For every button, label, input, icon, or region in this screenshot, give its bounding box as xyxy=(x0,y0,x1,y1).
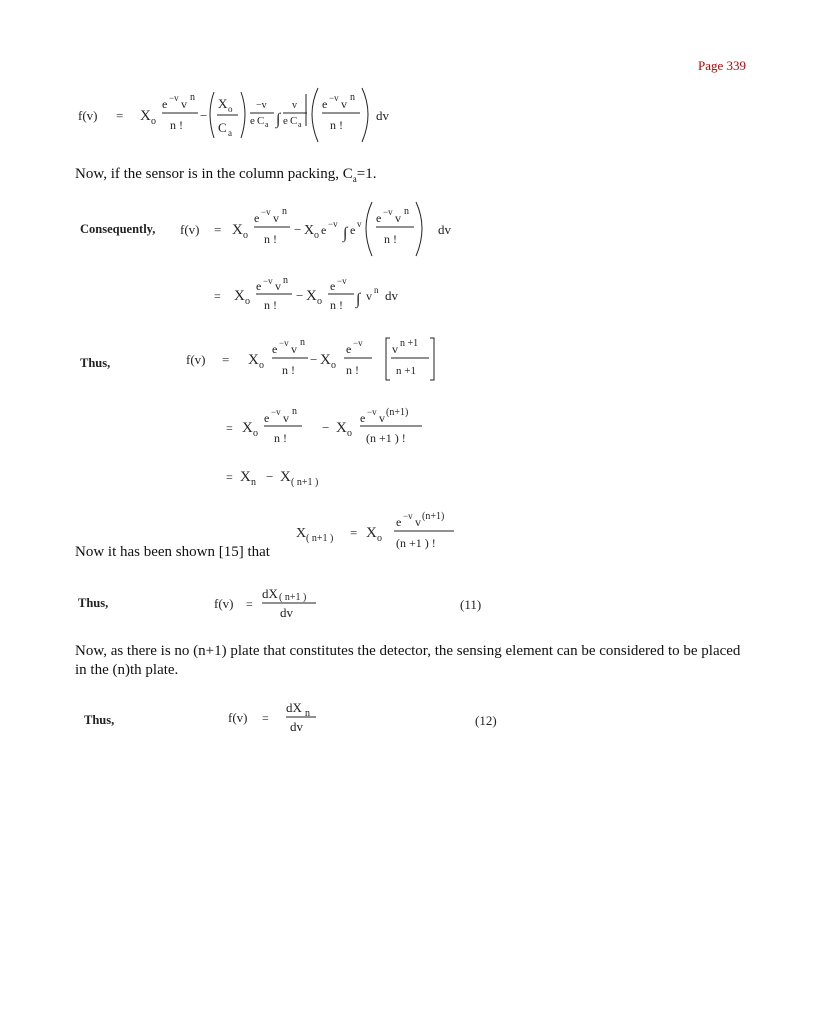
svg-text:v: v xyxy=(341,97,347,111)
svg-text:X: X xyxy=(248,352,259,368)
svg-text:f(v): f(v) xyxy=(228,710,248,725)
svg-text:=: = xyxy=(226,470,233,484)
column-packing-text: Now, if the sensor is in the column packing, $C_a=1$. xyxy=(75,166,377,184)
svg-text:∫: ∫ xyxy=(343,225,348,242)
svg-text:X: X xyxy=(320,352,331,368)
svg-text:X: X xyxy=(296,526,307,541)
svg-text:−v: −v xyxy=(353,338,363,348)
svg-text:n: n xyxy=(300,337,305,348)
svg-text:o: o xyxy=(331,360,336,371)
svg-text:∫: ∫ xyxy=(356,291,361,308)
svg-text:n: n xyxy=(305,708,310,719)
svg-text:n !: n ! xyxy=(330,118,343,132)
svg-text:dX: dX xyxy=(262,586,278,601)
svg-text:e: e xyxy=(264,411,270,425)
svg-text:(n +1 ) !: (n +1 ) ! xyxy=(396,536,436,550)
svg-text:v: v xyxy=(292,100,297,111)
svg-text:n: n xyxy=(283,275,288,286)
svg-text:dv: dv xyxy=(438,222,451,237)
svg-text:v: v xyxy=(275,279,281,293)
equation-number-12: (12) xyxy=(475,713,497,728)
svg-text:e: e xyxy=(256,279,262,293)
svg-text:o: o xyxy=(228,104,233,114)
svg-text:e: e xyxy=(350,223,356,237)
svg-text:e: e xyxy=(396,515,402,529)
svg-text:n: n xyxy=(374,285,379,295)
svg-text:=: = xyxy=(214,289,221,303)
svg-text:dv: dv xyxy=(290,719,303,734)
svg-text:v: v xyxy=(357,219,362,229)
svg-text:∫: ∫ xyxy=(276,111,281,128)
svg-text:=: = xyxy=(222,352,230,367)
svg-text:−v: −v xyxy=(263,276,273,286)
equation-integrated xyxy=(186,334,456,390)
svg-text:−v: −v xyxy=(329,93,339,103)
svg-text:−v: −v xyxy=(271,407,281,417)
svg-text:n !: n ! xyxy=(274,431,287,445)
svg-text:a: a xyxy=(228,128,232,138)
svg-text:n !: n ! xyxy=(384,232,397,246)
equation-number-11: (11) xyxy=(460,597,482,612)
svg-text:e: e xyxy=(321,223,327,237)
svg-text:n: n xyxy=(350,92,355,103)
svg-text:v: v xyxy=(273,211,279,225)
svg-text:n !: n ! xyxy=(346,363,359,377)
svg-text:n !: n ! xyxy=(282,363,295,377)
svg-text:e: e xyxy=(346,342,352,356)
svg-text:v: v xyxy=(181,97,187,111)
svg-text:n +1: n +1 xyxy=(396,365,416,377)
svg-text:(n+1): (n+1) xyxy=(386,407,409,418)
svg-text:o: o xyxy=(243,230,248,241)
svg-text:e: e xyxy=(283,115,288,127)
svg-text:−: − xyxy=(310,352,318,367)
svg-text:v: v xyxy=(291,342,297,356)
svg-text:X: X xyxy=(304,223,315,238)
svg-text:n !: n ! xyxy=(264,232,277,246)
equation-consequently xyxy=(180,196,500,258)
svg-text:−v: −v xyxy=(261,207,271,217)
equation-general xyxy=(78,86,418,148)
svg-text:e: e xyxy=(376,211,382,225)
svg-text:v: v xyxy=(283,411,289,425)
svg-text:=: = xyxy=(350,525,358,540)
svg-text:e: e xyxy=(250,115,255,127)
svg-text:dX: dX xyxy=(286,700,302,715)
equation-12 xyxy=(228,698,328,738)
svg-text:f(v): f(v) xyxy=(186,352,206,367)
fv-label: f(v) xyxy=(78,108,98,123)
svg-text:e: e xyxy=(322,97,328,111)
svg-text:−v: −v xyxy=(279,338,289,348)
svg-text:−v: −v xyxy=(337,276,347,286)
svg-text:−: − xyxy=(296,288,304,303)
svg-text:−v: −v xyxy=(367,407,377,417)
svg-text:( n+1 ): ( n+1 ) xyxy=(291,477,319,488)
svg-text:dv: dv xyxy=(376,108,389,123)
svg-text:X: X xyxy=(366,525,377,541)
svg-text:( n+1 ): ( n+1 ) xyxy=(306,533,334,544)
svg-text:n: n xyxy=(251,477,256,488)
no-plate-text: Now, as there is no (n+1) plate that constitutes the detector, the sensing element can be considered to be placed in the (n)th plate. xyxy=(75,643,741,678)
svg-text:X: X xyxy=(306,288,317,304)
svg-text:n !: n ! xyxy=(170,118,183,132)
svg-text:o: o xyxy=(253,428,258,439)
svg-text:( n+1 ): ( n+1 ) xyxy=(279,592,307,603)
svg-text:o: o xyxy=(314,230,319,241)
svg-text:e: e xyxy=(162,97,168,111)
svg-text:X: X xyxy=(336,420,347,436)
svg-text:−v: −v xyxy=(328,219,338,229)
svg-text:f(v): f(v) xyxy=(214,596,234,611)
svg-text:n: n xyxy=(282,206,287,217)
svg-text:v: v xyxy=(379,411,385,425)
svg-text:n: n xyxy=(404,206,409,217)
svg-text:f(v): f(v) xyxy=(180,222,200,237)
svg-text:X: X xyxy=(242,420,253,436)
svg-text:o: o xyxy=(377,533,382,544)
page-number: Page 339 xyxy=(698,58,747,73)
svg-text:−v: −v xyxy=(169,93,179,103)
svg-text:=: = xyxy=(246,597,253,611)
thus-label-1: Thus, xyxy=(80,356,111,370)
svg-text:=: = xyxy=(214,222,222,237)
svg-text:e: e xyxy=(360,411,366,425)
equation-11 xyxy=(214,584,334,624)
svg-text:X: X xyxy=(218,96,228,111)
svg-text:o: o xyxy=(259,360,264,371)
svg-text:C: C xyxy=(257,115,265,127)
svg-text:n !: n ! xyxy=(264,298,277,312)
svg-text:X: X xyxy=(280,469,291,485)
svg-text:C: C xyxy=(218,120,227,135)
svg-text:−v: −v xyxy=(256,100,267,111)
svg-text:−: − xyxy=(322,420,330,435)
svg-text:−: − xyxy=(294,222,302,237)
svg-text:e: e xyxy=(254,211,260,225)
svg-text:a: a xyxy=(298,120,302,129)
svg-text:X: X xyxy=(140,108,151,124)
consequently-label: Consequently, xyxy=(80,222,156,236)
svg-text:e: e xyxy=(330,279,336,293)
svg-text:dv: dv xyxy=(280,605,293,620)
svg-text:o: o xyxy=(151,116,156,127)
svg-text:−: − xyxy=(266,469,274,484)
svg-text:n: n xyxy=(292,406,297,417)
svg-text:=: = xyxy=(116,108,124,123)
svg-text:=: = xyxy=(226,421,233,435)
equation-difference xyxy=(226,404,446,454)
svg-text:(n+1): (n+1) xyxy=(422,511,445,522)
svg-text:n: n xyxy=(190,92,195,103)
svg-text:v: v xyxy=(415,515,421,529)
svg-text:a: a xyxy=(265,120,269,129)
svg-text:o: o xyxy=(245,296,250,307)
svg-text:C: C xyxy=(290,115,298,127)
thus-label-3: Thus, xyxy=(84,713,115,727)
svg-text:(n +1 ) !: (n +1 ) ! xyxy=(366,431,406,445)
svg-text:v: v xyxy=(366,289,372,303)
shown-text: Now it has been shown [15] that xyxy=(75,544,270,560)
equation-simplified xyxy=(214,276,434,320)
svg-text:n +1: n +1 xyxy=(400,338,419,349)
svg-text:v: v xyxy=(392,342,398,356)
svg-text:e: e xyxy=(272,342,278,356)
svg-text:X: X xyxy=(240,469,251,485)
svg-text:−: − xyxy=(200,108,208,123)
svg-text:dv: dv xyxy=(385,288,398,303)
svg-text:o: o xyxy=(317,296,322,307)
svg-text:X: X xyxy=(234,288,245,304)
thus-label-2: Thus, xyxy=(78,596,109,610)
svg-text:−v: −v xyxy=(403,511,413,521)
svg-text:n !: n ! xyxy=(330,298,343,312)
equation-xn-difference xyxy=(226,464,356,490)
svg-text:−v: −v xyxy=(383,207,393,217)
svg-text:X: X xyxy=(232,222,243,238)
svg-text:=: = xyxy=(262,711,269,725)
svg-text:v: v xyxy=(395,211,401,225)
svg-text:o: o xyxy=(347,428,352,439)
